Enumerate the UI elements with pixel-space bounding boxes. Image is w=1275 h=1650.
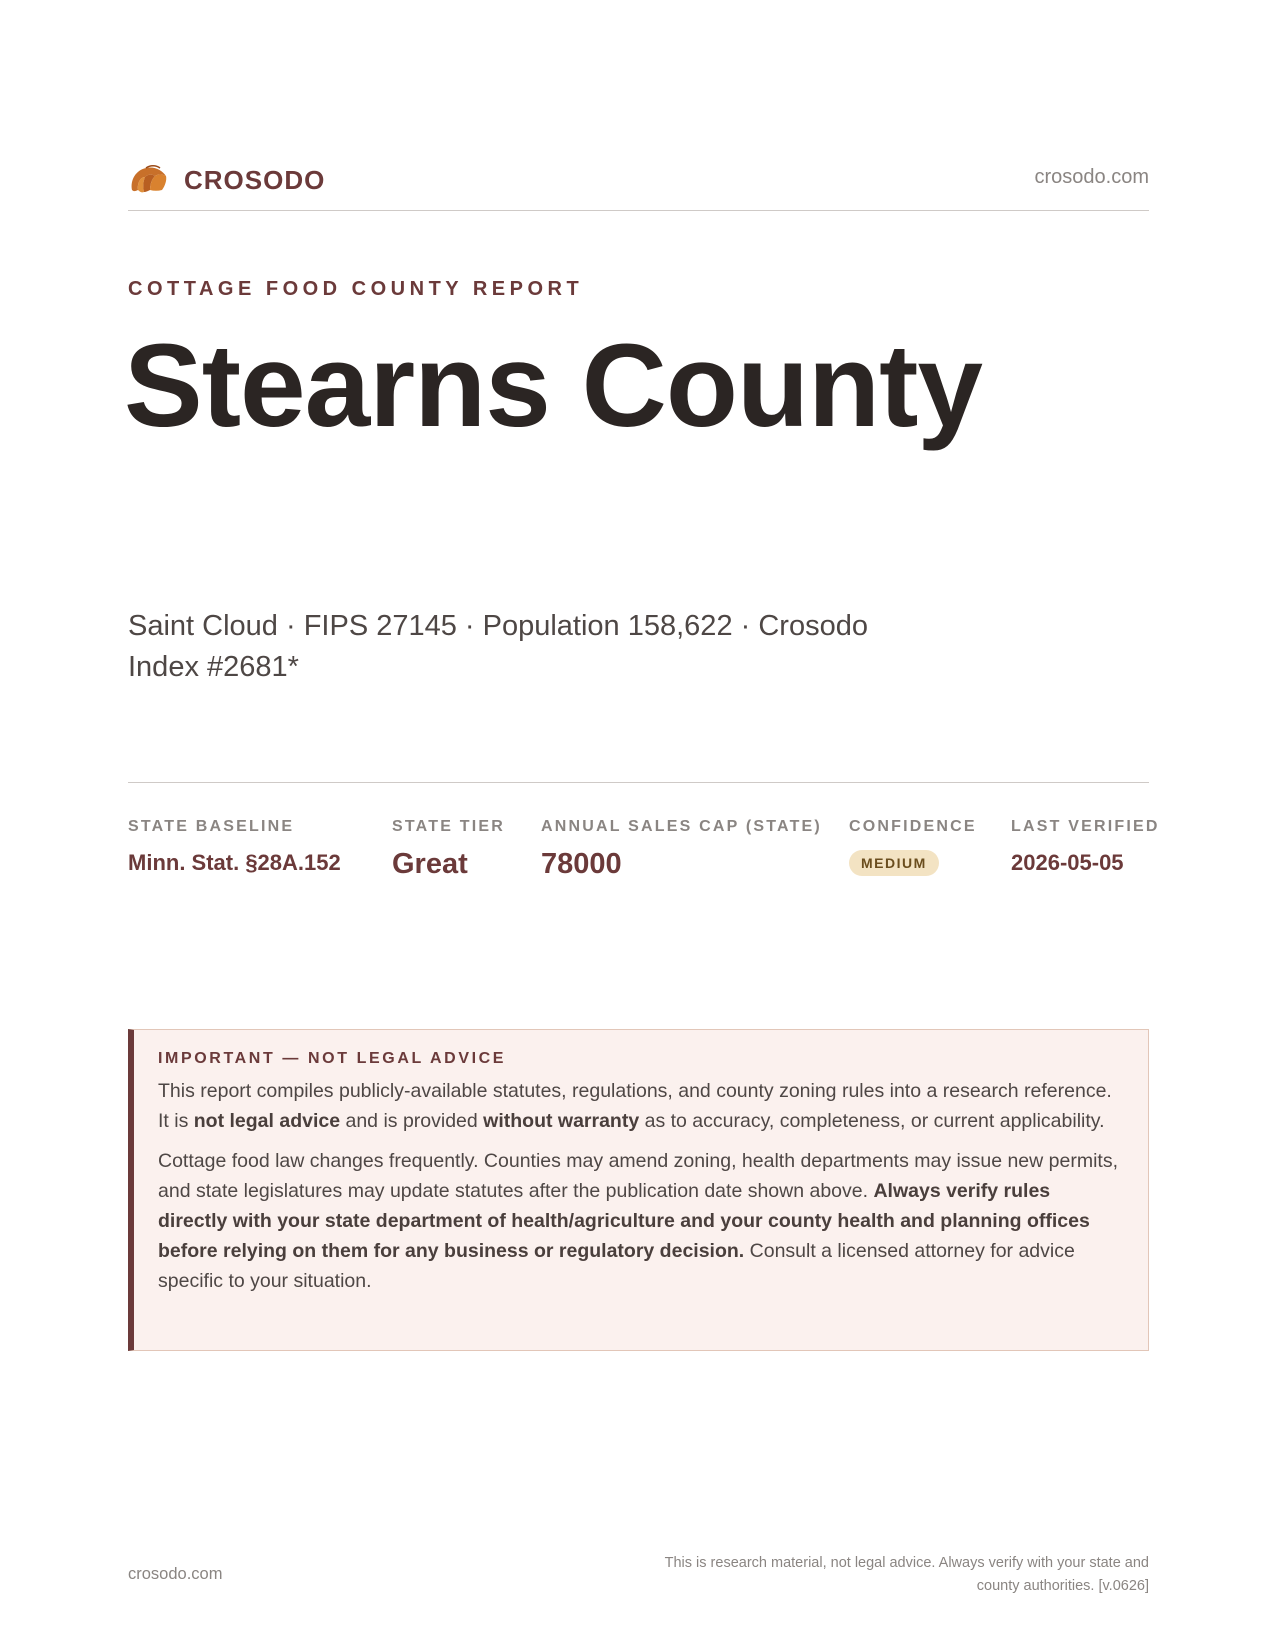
brand-name: CROSODO bbox=[184, 164, 326, 195]
legal-notice bbox=[128, 1029, 1149, 1351]
confidence-badge: MEDIUM bbox=[849, 850, 939, 876]
stat-label: STATE TIER bbox=[392, 818, 505, 835]
notice-text: as to accuracy, completeness, or current applicability. bbox=[639, 1110, 1105, 1132]
notice-text: This report compiles publicly-available statutes, regulations, and county zoning rules into a research reference. It is bbox=[158, 1080, 1112, 1132]
notice-paragraph bbox=[158, 1076, 1122, 1136]
stat-label: LAST VERIFIED bbox=[1011, 818, 1160, 835]
croissant-icon bbox=[128, 160, 170, 200]
notice-heading: IMPORTANT — NOT LEGAL ADVICE bbox=[158, 1050, 507, 1067]
stat-value: Minn. Stat. §28A.152 bbox=[128, 850, 341, 875]
brand[interactable] bbox=[128, 160, 325, 200]
section-divider bbox=[128, 782, 1149, 783]
stat-last-verified bbox=[1011, 818, 1160, 876]
notice-emphasis: without warranty bbox=[483, 1110, 640, 1132]
footer-disclaimer: This is research material, not legal advice. Always verify with your state and county authorities. [v.0626] bbox=[664, 1555, 1149, 1594]
notice-text: and is provided bbox=[340, 1110, 484, 1132]
stat-label: ANNUAL SALES CAP (STATE) bbox=[541, 818, 822, 835]
stat-value: 2026-05-05 bbox=[1011, 850, 1124, 875]
page-title: Stearns County bbox=[124, 320, 983, 452]
stat-confidence bbox=[849, 818, 977, 876]
stat-value: 78000 bbox=[541, 848, 622, 880]
stat-value: Great bbox=[392, 848, 468, 880]
notice-paragraph bbox=[158, 1146, 1122, 1296]
stat-label: STATE BASELINE bbox=[128, 818, 295, 835]
stat-state-baseline bbox=[128, 818, 341, 876]
stat-state-tier bbox=[392, 818, 505, 881]
site-link[interactable]: crosodo.com bbox=[1034, 166, 1149, 188]
notice-emphasis: Always verify rules directly with your state department of health/agriculture and your county health and planning offices before relying on them for any business or regulatory decision. bbox=[158, 1180, 1090, 1262]
report-page bbox=[124, 0, 1160, 1650]
footer-site-link[interactable]: crosodo.com bbox=[128, 1565, 223, 1583]
report-subtitle: Saint Cloud · FIPS 27145 · Population 158,622 · Crosodo Index #2681* bbox=[128, 610, 868, 683]
stat-sales-cap bbox=[541, 818, 822, 881]
report-eyebrow: COTTAGE FOOD COUNTY REPORT bbox=[128, 278, 584, 300]
notice-text: Consult a licensed attorney for advice specific to your situation. bbox=[158, 1240, 1075, 1292]
stat-label: CONFIDENCE bbox=[849, 818, 977, 835]
notice-text: Cottage food law changes frequently. Counties may amend zoning, health departments may issue new permits, and state legislatures may update statutes after the publication date shown above. bbox=[158, 1150, 1118, 1202]
header-divider bbox=[128, 210, 1149, 211]
notice-emphasis: not legal advice bbox=[193, 1110, 341, 1132]
